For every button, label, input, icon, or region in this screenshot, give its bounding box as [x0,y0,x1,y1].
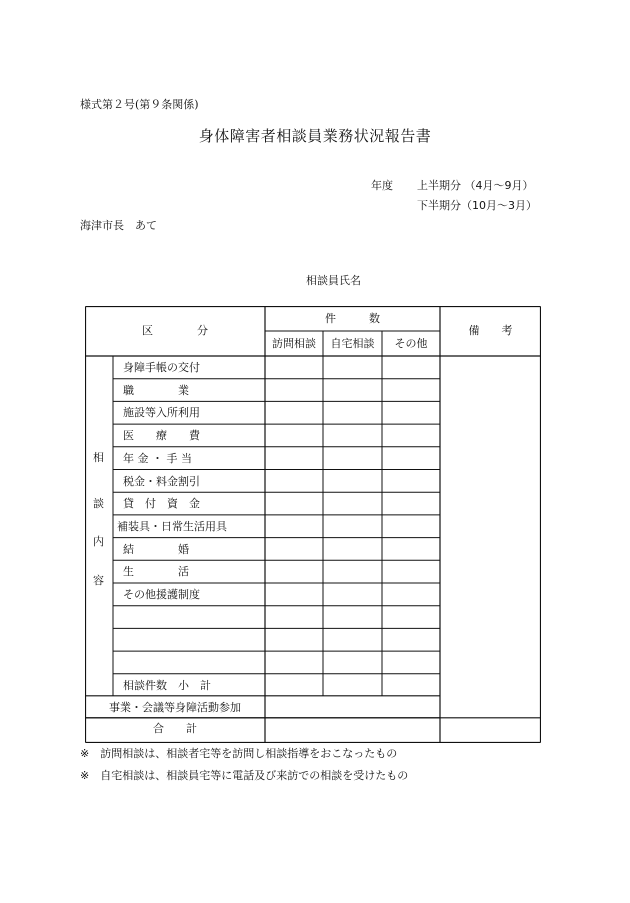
row-label: 年 金 ・ 手 当 [123,451,192,465]
first-half-period: 上半期分 （4月～9月） [417,179,534,192]
row-label: その他援護制度 [123,588,200,601]
form-number: 様式第２号(第９条関係) [80,98,199,111]
vertical-label-char: 相 [93,451,104,464]
vertical-label-char: 内 [93,535,104,548]
header-remarks: 備 考 [468,324,513,337]
vertical-label-char: 容 [93,574,104,587]
row-label: 結 婚 [123,542,189,556]
header-visit-consult: 訪問相談 [272,337,316,350]
row-label: 医 療 費 [123,429,200,443]
header-home-consult: 自宅相談 [330,337,375,350]
row-label: 貸 付 資 金 [123,497,200,511]
addressee: 海津市長 あて [80,219,157,232]
counselor-name-label: 相談員氏名 [306,274,361,287]
header-category: 区 分 [142,324,208,337]
note-home: ※ 自宅相談は、相談員宅等に電話及び来訪での相談を受けたもの [80,769,409,782]
subtotal-label: 相談件数 小 計 [123,678,211,692]
vertical-label-char: 談 [93,497,104,510]
activity-label: 事業・会議等身障活動参加 [109,700,241,714]
row-label: 身障手帳の交付 [123,361,200,374]
total-label: 合 計 [153,721,197,735]
row-label: 施設等入所利用 [123,406,200,420]
document-title: 身体障害者相談員業務状況報告書 [198,127,432,145]
second-half-period: 下半期分（10月～3月） [417,199,537,212]
row-label: 税金・料金割引 [123,474,200,488]
header-count: 件 数 [325,311,380,325]
report-table [85,306,541,743]
row-label: 生 活 [123,565,189,579]
row-label: 職 業 [123,383,189,397]
row-label: 補装具・日常生活用具 [117,519,227,533]
note-visit: ※ 訪問相談は、相談者宅等を訪問し相談指導をおこなったもの [80,747,398,760]
fiscal-year-label: 年度 [371,179,393,192]
header-other: その他 [394,337,428,350]
